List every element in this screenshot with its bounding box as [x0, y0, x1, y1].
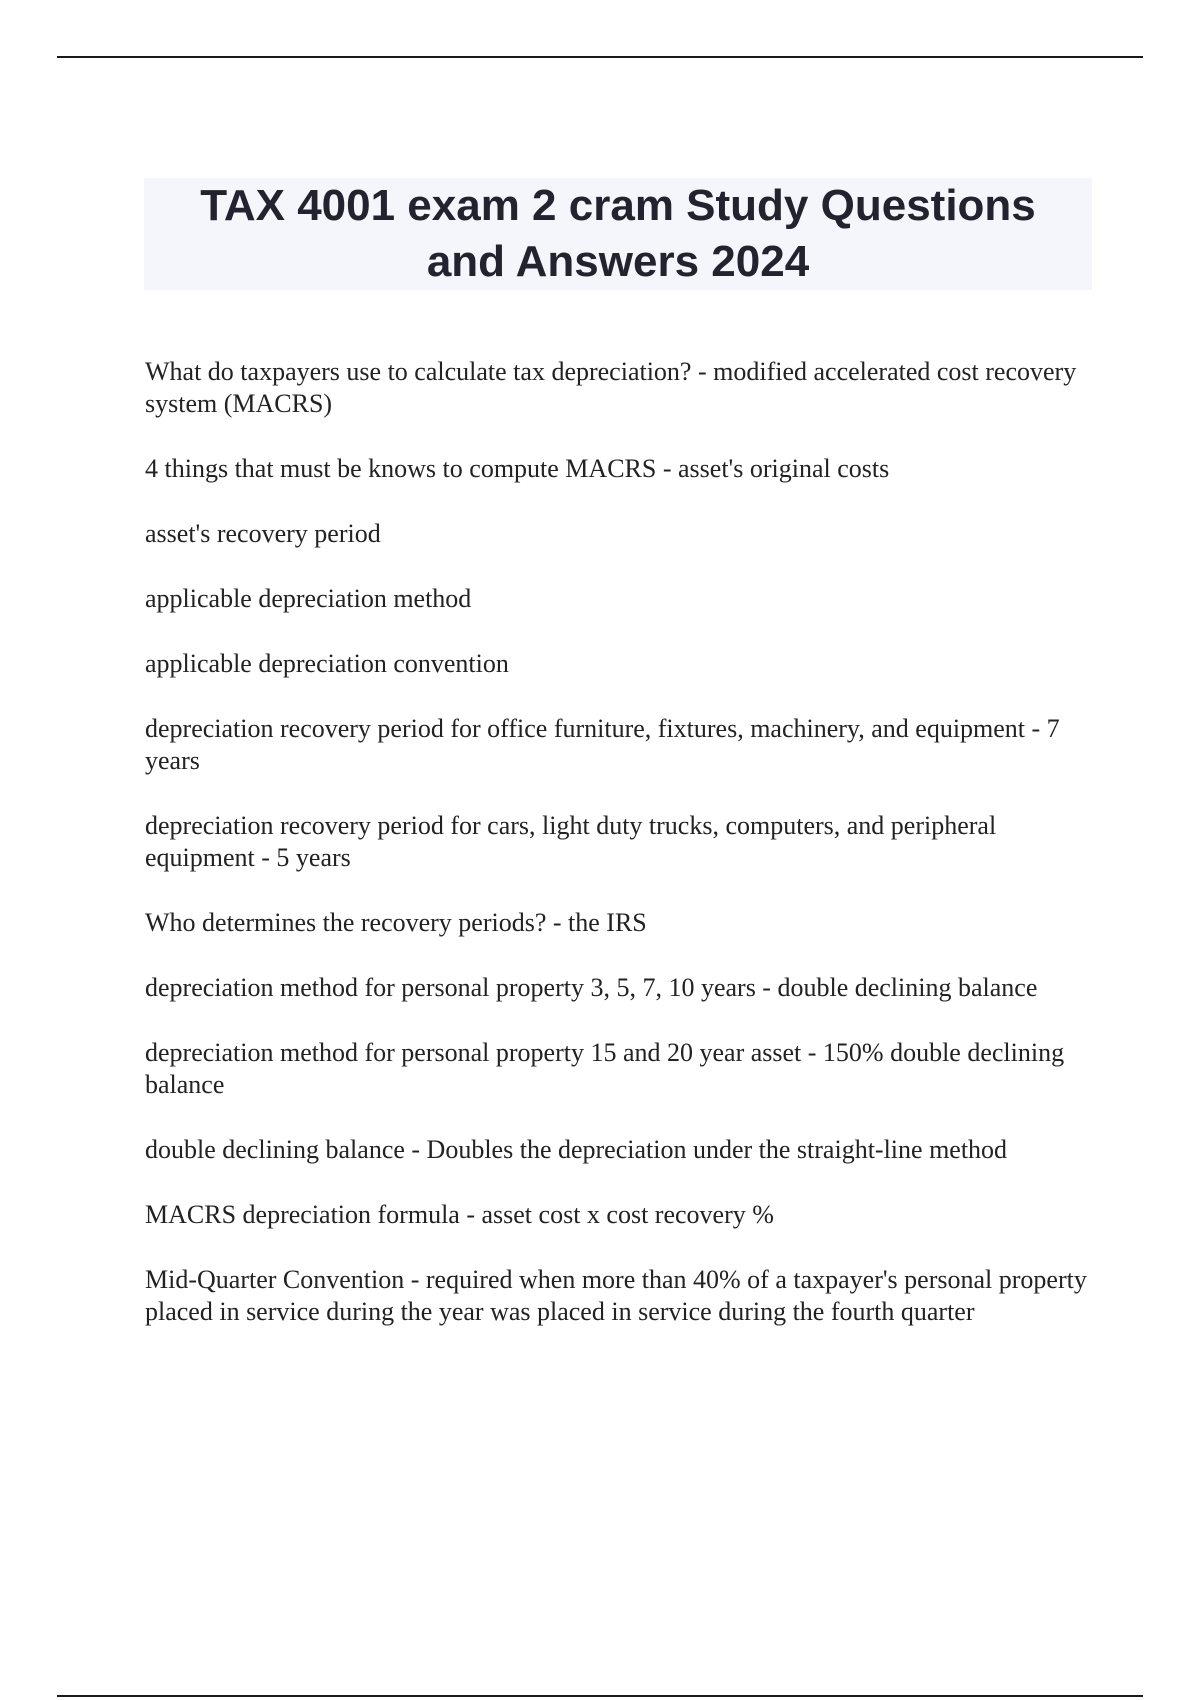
qa-entry: 4 things that must be knows to compute MACRS - asset's original costs [145, 454, 890, 483]
qa-entry: depreciation recovery period for cars, light duty trucks, computers, and peripheral equipment - 5 years [145, 811, 997, 872]
page-title [200, 178, 1036, 290]
qa-list [145, 356, 1095, 1361]
title-line-1: TAX 4001 exam 2 cram Study Questions [200, 181, 1036, 230]
qa-entry: asset's recovery period [145, 519, 381, 548]
qa-entry: depreciation recovery period for office furniture, fixtures, machinery, and equipment - 7 years [145, 714, 1060, 775]
qa-entry: depreciation method for personal property 3, 5, 7, 10 years - double declining balance [145, 973, 1038, 1002]
title-banner [144, 178, 1092, 290]
top-divider [57, 56, 1143, 58]
qa-entry: Mid-Quarter Convention - required when more than 40% of a taxpayer's personal property placed in service during the year was placed in service during the fourth quarter [145, 1265, 1087, 1326]
qa-entry: Who determines the recovery periods? - the IRS [145, 908, 647, 937]
qa-entry: depreciation method for personal property 15 and 20 year asset - 150% double declining balance [145, 1038, 1065, 1099]
qa-entry: applicable depreciation convention [145, 649, 509, 678]
bottom-divider [57, 1695, 1143, 1697]
qa-entry: MACRS depreciation formula - asset cost x cost recovery % [145, 1200, 774, 1229]
title-line-2: and Answers 2024 [426, 237, 810, 286]
qa-entry: applicable depreciation method [145, 584, 472, 613]
qa-entry: double declining balance - Doubles the depreciation under the straight-line method [145, 1135, 1008, 1164]
qa-entry: What do taxpayers use to calculate tax depreciation? - modified accelerated cost recovery system (MACRS) [145, 357, 1077, 418]
